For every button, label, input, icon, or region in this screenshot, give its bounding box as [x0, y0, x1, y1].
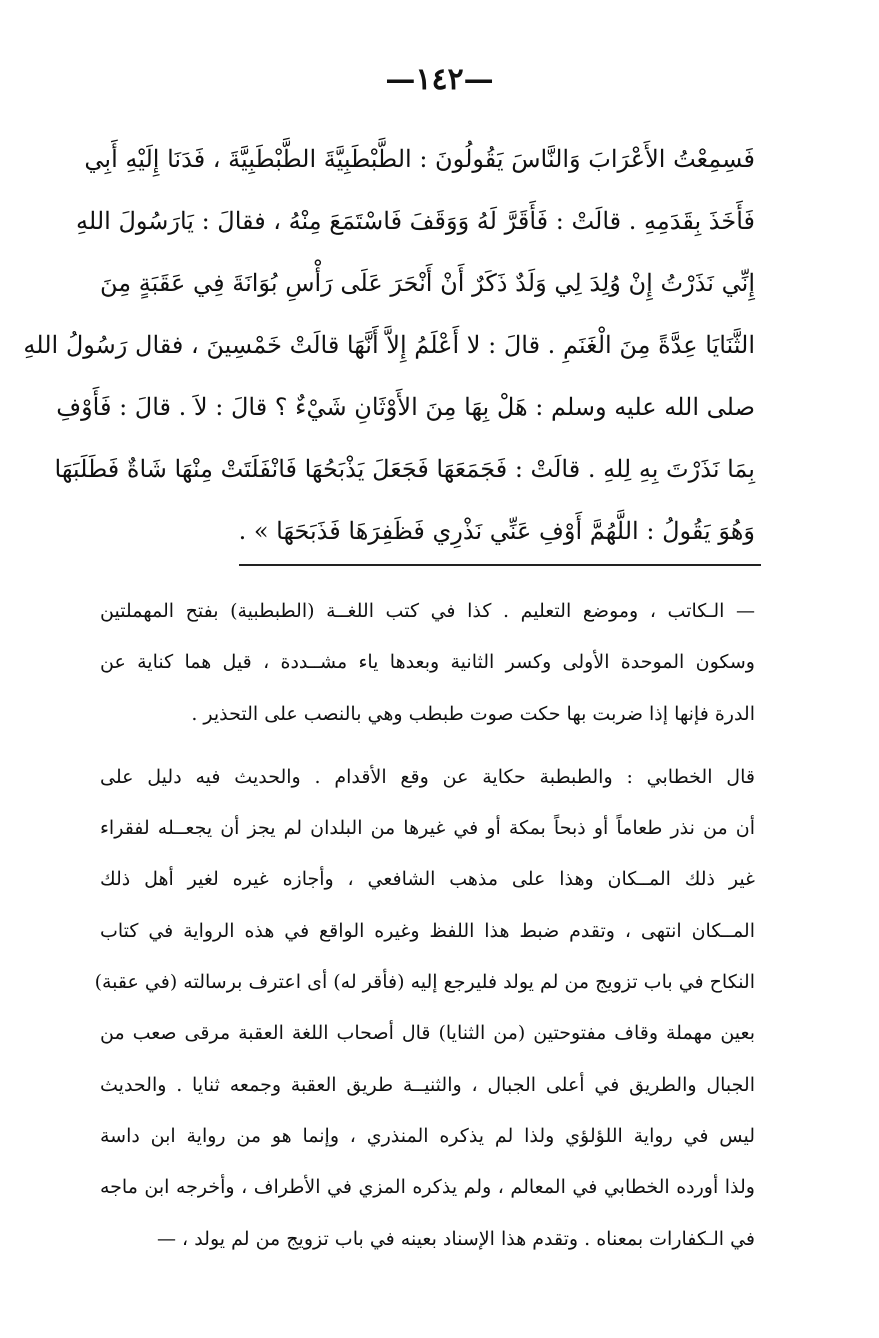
- commentary-notes: [94, 586, 755, 1265]
- page-number: —١٤٢—: [385, 62, 494, 97]
- hadith-text: [23, 128, 755, 562]
- text-line: فَسِمِعْتُ الأَعْرَابَ وَالنَّاسَ يَقُولُونَ : الطَّبْطَبِيَّةَ الطَّبْطَبِيَّةَ ، فَدَنَا إِلَيْهِ أَبِي: [84, 145, 755, 173]
- text-line: صلى الله عليه وسلم : هَلْ بِهَا مِنَ الأَوْثَانِ شَيْءٌ ؟ قالَ : لاَ . قالَ : فَأَوْفِ: [56, 393, 755, 421]
- text-line: بِمَا نَذَرْتَ بِهِ لِلهِ . قالَتْ : فَجَمَعَهَا فَجَعَلَ يَذْبَحُهَا فَانْفَلَتَتْ مِنْهَا شَاةٌ فَطَلَبَهَا: [54, 455, 755, 483]
- note-line: ولذا أورده الخطابي في المعالم ، ولم يذكره المزي في الأطراف ، وأخرجه ابن ماجه: [100, 1176, 755, 1199]
- footnote-divider: [239, 564, 761, 566]
- note-line: الدرة فإنها إذا ضربت بها حكت صوت طبطب وهي بالنصب على التحذير .: [191, 702, 755, 725]
- note-line: غير ذلك المــكان وهذا على مذهب الشافعي ، وأجازه غيره لغير أهل ذلك: [100, 868, 755, 891]
- note-line: النكاح في باب تزويج من لم يولد فليرجع إليه (فأقر له) أى اعترف برسالته (في عقبة): [94, 971, 755, 994]
- note-line: الجبال والطريق في أعلى الجبال ، والثنيــة طريق العقبة وجمعه ثنايا . والحديث: [100, 1073, 755, 1096]
- text-line: فَأَخَذَ بِقَدَمِهِ . قالَتْ : فَأَقَرَّ لَهُ وَوَقَفَ فَاسْتَمَعَ مِنْهُ ، فقالَ : يَارَسُولَ اللهِ: [76, 207, 755, 235]
- note-line: — الـكاتب ، وموضع التعليم . كذا في كتب اللغــة (الطبطبية) بفتح المهملتين: [100, 600, 755, 622]
- note-line: أن من نذر طعاماً أو ذبحاً بمكة أو في غيرها من البلدان لم يجز أن يجعــله لفقراء: [100, 817, 755, 840]
- text-line: إِنِّي نَذَرْتُ إِنْ وُلِدَ لِي وَلَدٌ ذَكَرٌ أَنْ أَنْحَرَ عَلَى رَأْسِ بُوَانَةَ فِي عَقَبَةٍ مِنَ: [100, 269, 755, 297]
- note-paragraph: [100, 586, 755, 740]
- note-line: قال الخطابي : والطبطبة حكاية عن وقع الأقدام . والحديث فيه دليل على: [100, 765, 755, 788]
- note-line: في الـكفارات بمعناه . وتقدم هذا الإسناد بعينه في باب تزويج من لم يولد ، —: [157, 1227, 755, 1250]
- note-line: ليس في رواية اللؤلؤي ولذا لم يذكره المنذري ، وإنما هو من رواية ابن داسة: [100, 1124, 755, 1147]
- note-line: المــكان انتهى ، وتقدم ضبط هذا اللفظ وغيره الواقع في هذه الرواية في كتاب: [100, 919, 755, 942]
- note-paragraph: [94, 752, 755, 1265]
- text-line: وَهُوَ يَقُولُ : اللَّهُمَّ أَوْفِ عَنِّي نَذْرِي فَظَفِرَهَا فَذَبَحَهَا » .: [238, 517, 755, 545]
- note-line: بعين مهملة وقاف مفتوحتين (من الثنايا) قال أصحاب اللغة العقبة مرقى صعب من: [100, 1022, 755, 1045]
- note-line: وسكون الموحدة الأولى وكسر الثانية وبعدها ياء مشــددة ، قيل هما كناية عن: [100, 651, 755, 674]
- text-line: الثَّنَايَا عِدَّةً مِنَ الْغَنَمِ . قالَ : لا أَعْلَمُ إِلاَّ أَنَّهَا قالَتْ خَمْسِينَ ، فقال رَسُولُ اللهِ: [23, 331, 755, 359]
